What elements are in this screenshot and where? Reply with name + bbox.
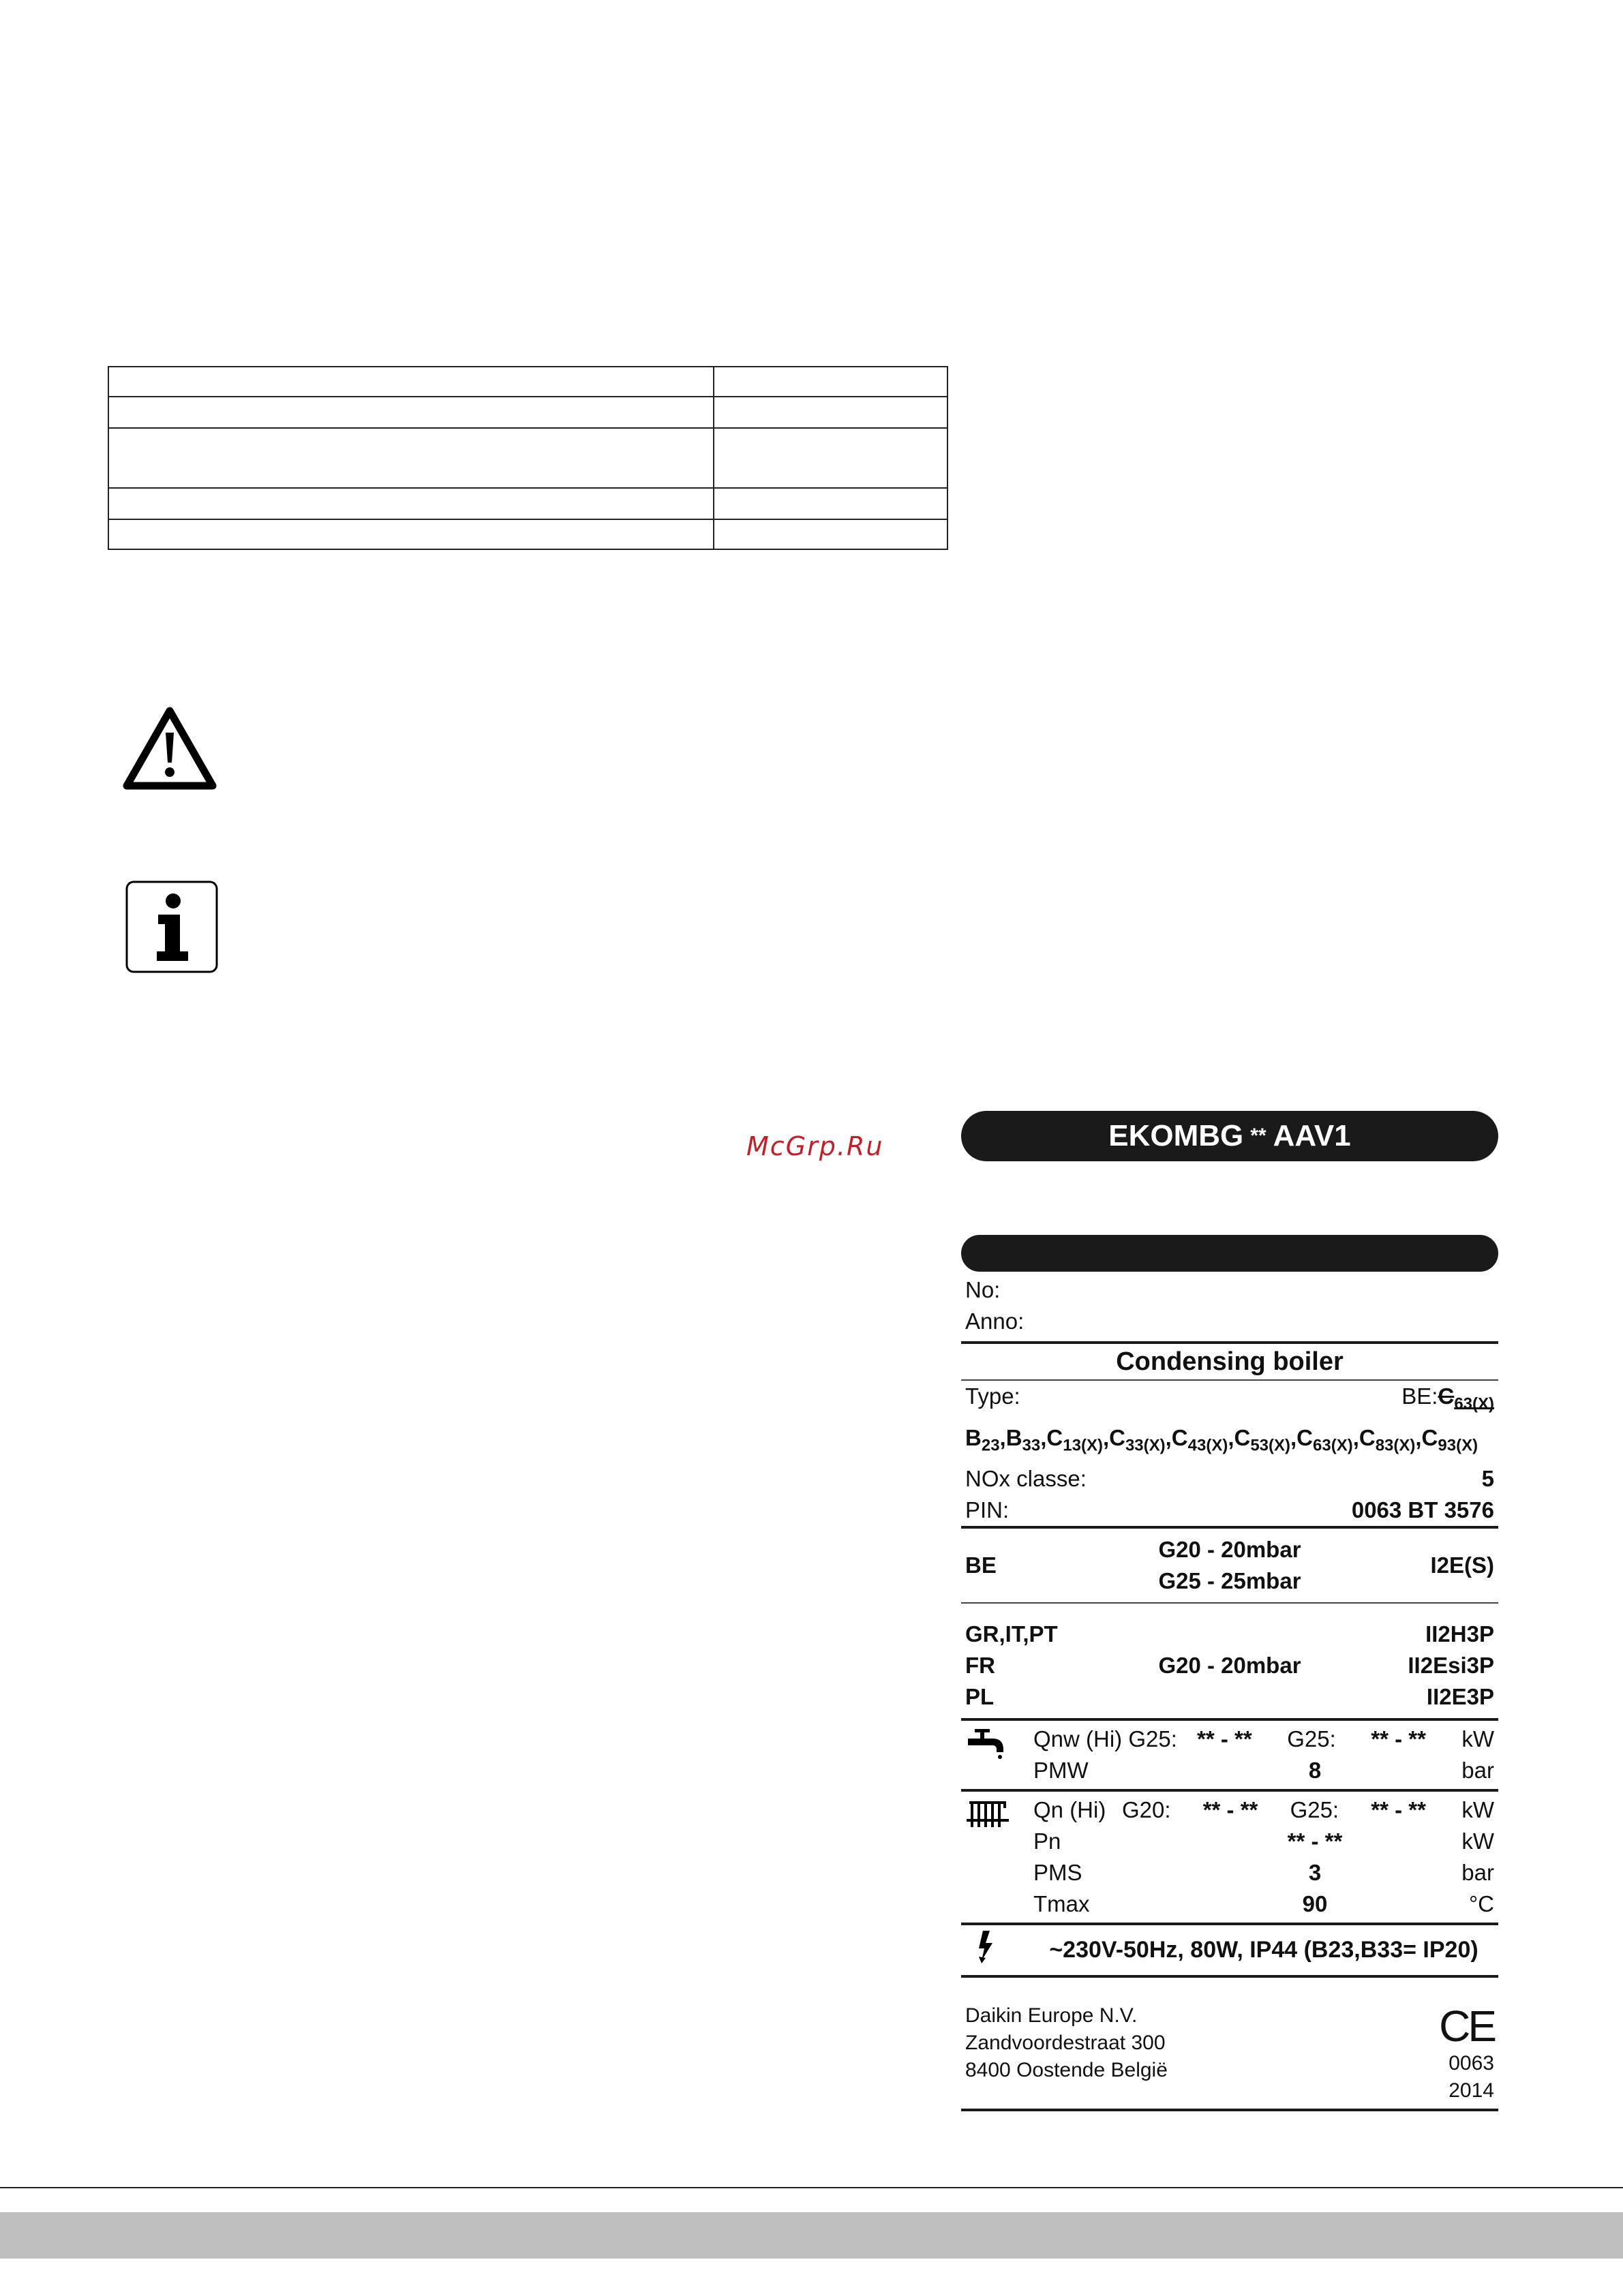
- pmw-unit: bar: [1461, 1758, 1494, 1784]
- nameplate-header-bar: [961, 1235, 1498, 1272]
- be-gas-1: G20 - 20mbar: [1158, 1537, 1301, 1563]
- country-group: FR: [965, 1653, 995, 1679]
- manufacturer-street: Zandvoordestraat 300: [965, 2032, 1166, 2055]
- product-title: Condensing boiler: [1116, 1347, 1344, 1376]
- belgium-gas-row: [961, 1529, 1498, 1602]
- table-cell: [714, 367, 947, 397]
- qn-row: [1033, 1794, 1494, 1826]
- qnw-unit: kW: [1461, 1726, 1494, 1752]
- gas-categories: [1318, 1619, 1494, 1713]
- warning-triangle-icon: [123, 705, 217, 791]
- table-row: [108, 428, 947, 488]
- qn-value-2: ** - **: [1371, 1797, 1426, 1823]
- manufacturer-name: Daikin Europe N.V.: [965, 2004, 1138, 2027]
- manufacturer-address: [965, 2002, 1168, 2104]
- pms-unit: bar: [1461, 1860, 1494, 1886]
- no-label: No:: [965, 1277, 1001, 1302]
- appliance-type-sub: 53(X): [1250, 1436, 1290, 1455]
- electrical-row: [961, 1925, 1498, 1975]
- tmax-unit: °C: [1468, 1891, 1494, 1917]
- appliance-types: [961, 1420, 1498, 1464]
- pms-label: PMS: [1033, 1860, 1082, 1886]
- table-cell: [108, 428, 714, 488]
- pmw-row: [1033, 1755, 1494, 1786]
- table-cell: [108, 519, 714, 549]
- qn-unit: kW: [1461, 1797, 1494, 1823]
- appliance-type-sub: 43(X): [1187, 1436, 1228, 1455]
- countries: [965, 1619, 1142, 1713]
- table-row: [108, 488, 947, 519]
- pn-value: ** - **: [1287, 1828, 1343, 1854]
- qnw-gas: G25:: [1287, 1726, 1336, 1752]
- appliance-type-sub: 13(X): [1063, 1436, 1103, 1455]
- gas-category: II2E3P: [1426, 1684, 1494, 1710]
- type-label: Type:: [965, 1383, 1020, 1409]
- table-row: [108, 367, 947, 397]
- appliance-type-sub: 33(X): [1125, 1436, 1166, 1455]
- qnw-label: Qnw (Hi) G25:: [1033, 1726, 1177, 1752]
- qn-gas-2: G25:: [1290, 1797, 1339, 1823]
- table-cell: [108, 397, 714, 428]
- nameplate: [961, 1235, 1498, 2111]
- qnw-value-1: ** - **: [1197, 1726, 1252, 1752]
- table-row: [108, 397, 947, 428]
- tmax-row: [1033, 1888, 1494, 1920]
- table-cell: [714, 488, 947, 519]
- pin-label: PIN:: [965, 1497, 1010, 1523]
- appliance-type: ,C: [1040, 1424, 1063, 1450]
- nox-label: NOx classe:: [965, 1466, 1087, 1492]
- qn-label: Qn (Hi): [1033, 1797, 1106, 1823]
- appliance-type: ,C: [1102, 1424, 1125, 1450]
- radiator-icon: [965, 1798, 1010, 1828]
- model-prefix: EKOMBG: [1108, 1119, 1244, 1152]
- model-stars: **: [1250, 1124, 1266, 1147]
- serial-row: [961, 1272, 1498, 1306]
- electrical-spec: ~230V-50Hz, 80W, IP44 (B23,B33= IP20): [1049, 1937, 1478, 1963]
- table-cell: [108, 488, 714, 519]
- appliance-type: ,C: [1415, 1424, 1438, 1450]
- watermark: McGrp.Ru: [746, 1131, 884, 1161]
- be-excluded-type: $C_{63(X)}$: [1438, 1383, 1494, 1413]
- table-cell: [714, 428, 947, 488]
- qn-value-1: ** - **: [1202, 1797, 1258, 1823]
- model-header: [961, 1111, 1498, 1161]
- year-row: [961, 1306, 1498, 1341]
- footer-band: [0, 2212, 1623, 2259]
- be-country: BE: [965, 1552, 997, 1578]
- pmw-label: PMW: [1033, 1758, 1089, 1784]
- nox-row: [961, 1463, 1498, 1495]
- footer-divider: [0, 2187, 1623, 2188]
- pin-row: [961, 1495, 1498, 1526]
- country-group: PL: [965, 1684, 995, 1710]
- empty-table: [108, 366, 948, 550]
- info-icon: [125, 881, 218, 973]
- pn-unit: kW: [1461, 1828, 1494, 1854]
- appliance-type-sub: 23: [981, 1436, 1000, 1455]
- be-gases: [1142, 1534, 1318, 1597]
- be-gas-2: G25 - 25mbar: [1158, 1568, 1301, 1594]
- table-cell: [714, 397, 947, 428]
- ce-block: [1439, 2002, 1494, 2104]
- ce-year: 2014: [1448, 2079, 1494, 2102]
- country-gas-block: [961, 1604, 1498, 1718]
- gas-category: II2H3P: [1425, 1621, 1494, 1647]
- heating-section: [961, 1792, 1498, 1923]
- table-row: [108, 519, 947, 549]
- ce-number: 0063: [1448, 2052, 1494, 2075]
- appliance-type-sub: 93(X): [1438, 1436, 1478, 1455]
- appliance-type-sub: 63(X): [1313, 1436, 1353, 1455]
- appliance-type-sub: 33: [1022, 1436, 1041, 1455]
- be-category: I2E(S): [1430, 1552, 1494, 1578]
- pn-label: Pn: [1033, 1828, 1061, 1854]
- lightning-icon: [976, 1929, 997, 1965]
- table-cell: [108, 367, 714, 397]
- table-cell: [714, 519, 947, 549]
- pms-row: [1033, 1857, 1494, 1888]
- anno-label: Anno:: [965, 1308, 1025, 1334]
- type-row: [961, 1381, 1498, 1420]
- appliance-type: ,B: [999, 1424, 1022, 1450]
- be-label: BE:: [1401, 1383, 1438, 1409]
- appliance-type: ,C: [1165, 1424, 1188, 1450]
- tmax-label: Tmax: [1033, 1891, 1090, 1917]
- appliance-type: ,C: [1228, 1424, 1251, 1450]
- qn-gas-1: G20:: [1122, 1797, 1171, 1823]
- gas-type: G20 - 20mbar: [1158, 1653, 1301, 1679]
- tmax-value: 90: [1302, 1891, 1328, 1917]
- dhw-section: [961, 1721, 1498, 1789]
- appliance-type: B: [965, 1424, 982, 1450]
- gas-category: II2Esi3P: [1408, 1653, 1494, 1679]
- ce-mark-icon: CE: [1439, 2002, 1494, 2051]
- qnw-row: [1033, 1724, 1494, 1755]
- pmw-value: 8: [1308, 1758, 1322, 1784]
- country-group: GR,IT,PT: [965, 1621, 1058, 1647]
- manufacturer-block: [961, 1978, 1498, 2109]
- pn-row: [1033, 1826, 1494, 1857]
- manufacturer-city: 8400 Oostende België: [965, 2059, 1168, 2082]
- appliance-type: ,C: [1352, 1424, 1376, 1450]
- model-suffix: AAV1: [1273, 1119, 1351, 1152]
- tap-icon: [965, 1728, 1007, 1759]
- nox-value: 5: [1481, 1466, 1494, 1492]
- pin-value: 0063 BT 3576: [1351, 1497, 1494, 1523]
- pms-value: 3: [1308, 1860, 1322, 1886]
- appliance-type: ,C: [1290, 1424, 1313, 1450]
- appliance-type-sub: 83(X): [1375, 1436, 1416, 1455]
- qnw-value-2: ** - **: [1371, 1726, 1426, 1752]
